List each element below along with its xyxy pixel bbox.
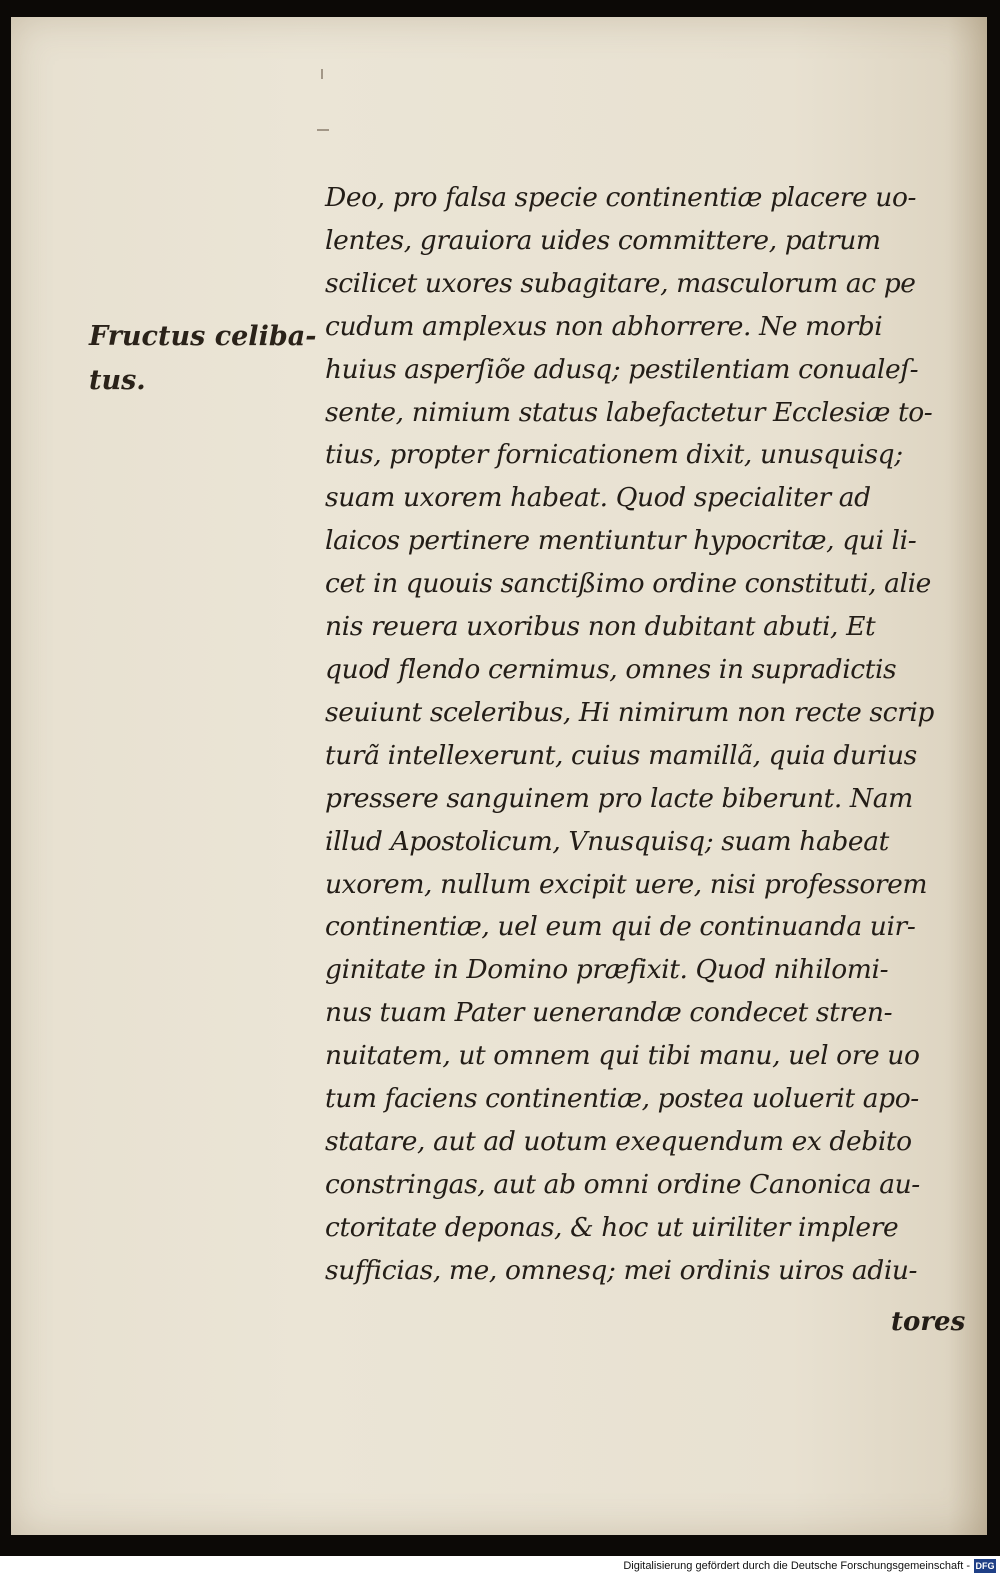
- main-text: [325, 177, 935, 1293]
- text-line: huius asperſiõe adusq; pestilentiam conualeſ-: [325, 353, 919, 385]
- text-line: cudum amplexus non abhorrere. Ne morbi: [325, 310, 883, 342]
- text-line: illud Apostolicum, Vnusquisq; suam habeat: [325, 825, 889, 857]
- digitization-credit: Digitalisierung gefördert durch die Deutsche Forschungsgemeinschaft -: [623, 1560, 970, 1572]
- margin-note-line: tus.: [89, 365, 146, 396]
- text-line: lentes, grauiora uides committere, patrum: [325, 224, 881, 256]
- book-page: [11, 17, 987, 1535]
- text-line: scilicet uxores subagitare, masculorum ac pe: [325, 267, 916, 299]
- margin-note-line: Fructus celiba-: [89, 321, 317, 352]
- text-line: cet in quouis sanctißimo ordine constituti, alie: [325, 568, 931, 600]
- text-line: uxorem, nullum excipit uere, nisi professorem: [325, 868, 928, 900]
- text-line: nus tuam Pater uenerandæ condecet stren-: [325, 997, 893, 1029]
- footer-bar: [0, 1556, 1000, 1578]
- text-line: nuitatem, ut omnem qui tibi manu, uel ore uo: [325, 1040, 920, 1072]
- ink-mark: [321, 69, 323, 79]
- text-line: quod flendo cernimus, omnes in supradictis: [325, 653, 897, 685]
- catchword: tores: [891, 1307, 966, 1337]
- text-line: ginitate in Domino præfixit. Quod nihilomi-: [325, 954, 889, 986]
- dfg-logo: DFG: [975, 1561, 995, 1571]
- text-line: constringas, aut ab omni ordine Canonica au-: [325, 1168, 920, 1200]
- text-line: sente, nimium status labefactetur Ecclesiæ to-: [325, 396, 933, 428]
- text-line: ctoritate deponas, & hoc ut uiriliter implere: [325, 1211, 899, 1243]
- text-line: continentiæ, uel eum qui de continuanda uir-: [325, 911, 916, 943]
- text-line: laicos pertinere mentiuntur hypocritæ, qui li-: [325, 525, 917, 557]
- text-line: turã intellexerunt, cuius mamillã, quia durius: [325, 739, 917, 771]
- text-line: sufficias, me, omnesq; mei ordinis uiros adiu-: [325, 1254, 918, 1286]
- text-line: tius, propter fornicationem dixit, unusquisq;: [325, 439, 903, 471]
- text-line: Deo, pro falsa specie continentiæ placere uo-: [325, 182, 917, 213]
- text-line: suam uxorem habeat. Quod specialiter ad: [325, 482, 871, 514]
- text-line: tum faciens continentiæ, postea uoluerit apo-: [325, 1083, 919, 1115]
- text-line: nis reuera uxoribus non dubitant abuti, Et: [325, 611, 876, 643]
- ink-mark: [317, 129, 329, 131]
- text-line: pressere sanguinem pro lacte biberunt. Nam: [325, 782, 913, 814]
- margin-note: [89, 315, 319, 403]
- text-line: seuiunt sceleribus, Hi nimirum non recte scrip: [325, 696, 934, 728]
- text-line: statare, aut ad uotum exequendum ex debito: [325, 1125, 912, 1157]
